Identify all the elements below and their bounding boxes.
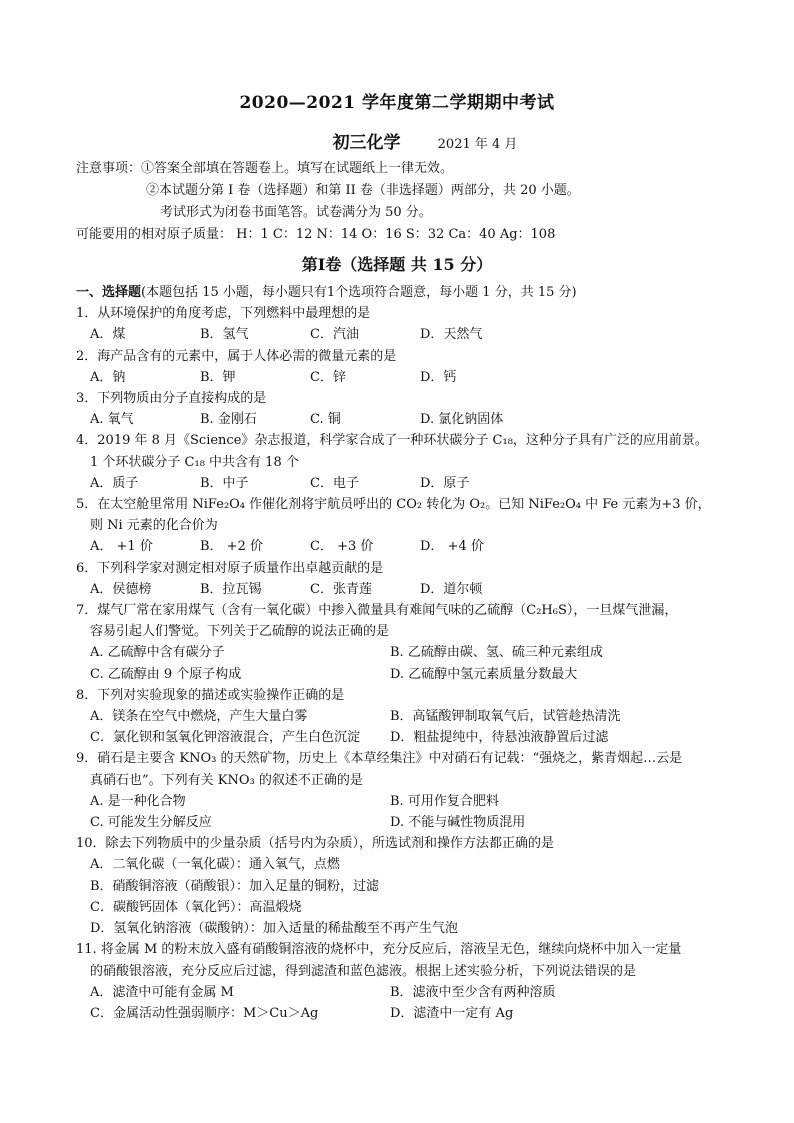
question-item xyxy=(76,430,736,494)
answer-option: D．氢氧化钠溶液（碳酸钠）：加入适量的稀盐酸至不再产生气泡 xyxy=(90,921,458,937)
question-item xyxy=(76,833,736,939)
answer-option: D．滤渣中一定有 Ag xyxy=(390,1005,514,1021)
question-stem-continued: 容易引起人们警觉。下列关于乙硫醇的说法正确的是 xyxy=(90,624,390,640)
answer-option: D. 不能与碱性物质混用 xyxy=(390,815,526,831)
atomic-mass-line: 可能要用的相对原子质量： H：1 C：12 N：14 O：16 S：32 Ca：40 Ag：108 xyxy=(76,227,556,242)
question-item xyxy=(76,748,736,833)
option-row xyxy=(76,918,736,939)
option-row xyxy=(76,706,736,727)
answer-option: A. 是一种化合物 xyxy=(90,793,186,809)
answer-option: A． +1 价 xyxy=(90,539,153,555)
note-line: 考试形式为闭卷书面笔答。试卷满分为 50 分。 xyxy=(160,205,432,220)
section-intro xyxy=(76,282,736,303)
option-row xyxy=(76,982,736,1003)
option-row xyxy=(76,473,736,494)
option-row xyxy=(76,536,736,557)
question-item xyxy=(76,600,736,685)
answer-option: A. 乙硫醇中含有碳分子 xyxy=(90,645,225,661)
answer-option: D．原子 xyxy=(420,475,470,491)
question-list xyxy=(76,282,736,1024)
question-item xyxy=(76,558,736,600)
answer-option: B. 金刚石 xyxy=(200,412,257,428)
answer-option: A．质子 xyxy=(90,475,139,491)
option-row xyxy=(76,367,736,388)
option-row xyxy=(76,727,736,748)
option-row xyxy=(76,409,736,430)
exam-subtitle xyxy=(0,128,794,153)
answer-option: B. 乙硫醇由碳、氢、硫三种元素组成 xyxy=(390,645,603,661)
question-item xyxy=(76,388,736,430)
section-intro-lead: 一、选择题 xyxy=(76,285,142,300)
question-item xyxy=(76,494,736,558)
answer-option: C．张青莲 xyxy=(310,581,372,597)
option-row xyxy=(76,876,736,897)
note-line: 注意事项：①答案全部填在答题卷上。填写在试题纸上一律无效。 xyxy=(76,161,454,176)
question-stem: 2．海产品含有的元素中，属于人体必需的微量元素的是 xyxy=(76,348,397,364)
option-row xyxy=(76,854,736,875)
answer-option: D. 氯化钠固体 xyxy=(420,412,504,428)
section-intro-text: (本题包括 15 小题，每小题只有1个选项符合题意，每小题 1 分，共 15 分) xyxy=(141,285,577,300)
option-row xyxy=(76,791,736,812)
question-stem: 6．下列科学家对测定相对原子质量作出卓越贡献的是 xyxy=(76,560,384,576)
answer-option: D．天然气 xyxy=(420,327,483,343)
answer-option: A．侯德榜 xyxy=(90,581,152,597)
answer-option: B．硝酸铜溶液（硝酸银）：加入足量的铜粉，过滤 xyxy=(90,878,380,894)
note-line: ②本试题分第 I 卷（选择题）和第 II 卷（非选择题）两部分，共 20 小题。 xyxy=(146,183,580,198)
question-item xyxy=(76,303,736,345)
option-row xyxy=(76,1003,736,1024)
answer-option: B. 可用作复合肥料 xyxy=(390,793,499,809)
answer-option: C． +3 价 xyxy=(310,539,374,555)
answer-option: A．滤渣中可能有金属 M xyxy=(90,984,234,1000)
answer-option: B． +2 价 xyxy=(200,539,263,555)
option-row xyxy=(76,812,736,833)
question-stem-continued: 则 Ni 元素的化合价为 xyxy=(90,518,218,534)
question-stem: 10．除去下列物质中的少量杂质（括号内为杂质），所选试剂和操作方法都正确的是 xyxy=(76,836,555,852)
answer-option: B．氢气 xyxy=(200,327,249,343)
answer-option: D．粗盐提纯中，待悬浊液静置后过滤 xyxy=(390,730,609,746)
option-row xyxy=(76,579,736,600)
answer-option: A．钠 xyxy=(90,369,126,385)
answer-option: C. 乙硫醇由 9 个原子构成 xyxy=(90,666,242,682)
answer-option: A. 氧气 xyxy=(90,412,134,428)
subject-label: 初三化学 xyxy=(332,133,401,153)
question-item xyxy=(76,346,736,388)
answer-option: D. 乙硫醇中氢元素质量分数最大 xyxy=(390,666,578,682)
question-stem: 7．煤气厂常在家用煤气（含有一氧化碳）中掺入微量具有难闻气味的乙硫醇（C₂H₆S），一旦煤气泄漏， xyxy=(76,603,678,619)
answer-option: C．氯化钡和氢氧化钾溶液混合，产生白色沉淀 xyxy=(90,730,360,746)
option-row xyxy=(76,642,736,663)
question-stem: 3．下列物质由分子直接构成的是 xyxy=(76,391,267,407)
question-stem-continued: 真硝石也”。下列有关 KNO₃ 的叙述不正确的是 xyxy=(90,772,363,788)
answer-option: D．钙 xyxy=(420,369,457,385)
question-stem: 11. 将金属 M 的粉末放入盛有硝酸铜溶液的烧杯中，充分反应后，溶液呈无色，继续向烧杯中加入一定量 xyxy=(76,942,682,958)
option-row xyxy=(76,664,736,685)
exam-title: 2020—2021 学年度第二学期期中考试 xyxy=(239,93,555,113)
answer-option: B．中子 xyxy=(200,475,249,491)
answer-option: C. 可能发生分解反应 xyxy=(90,815,212,831)
question-stem: 9．硝石是主要含 KNO₃ 的天然矿物，历史上《本草经集注》中对硝石有记载：“强烧之，紫青烟起…云是 xyxy=(76,751,683,767)
answer-option: A．镁条在空气中燃烧，产生大量白雾 xyxy=(90,709,308,725)
answer-option: A．煤 xyxy=(90,327,126,343)
question-stem: 8．下列对实验现象的描述或实验操作正确的是 xyxy=(76,687,345,703)
question-item xyxy=(76,939,736,1024)
option-row xyxy=(76,324,736,345)
question-stem: 4．2019 年 8 月《Science》杂志报道，科学家合成了一种环状碳分子 C₁₈，这种分子具有广泛的应用前景。 xyxy=(76,433,708,449)
answer-option: A．二氧化碳（一氧化碳）：通入氧气，点燃 xyxy=(90,857,340,873)
question-stem: 1．从环境保护的角度考虑，下列燃料中最理想的是 xyxy=(76,306,371,322)
answer-option: C．电子 xyxy=(310,475,359,491)
answer-option: C. 铜 xyxy=(310,412,341,428)
question-item xyxy=(76,685,736,749)
answer-option: B．高锰酸钾制取氧气后，试管趁热清洗 xyxy=(390,709,621,725)
option-row xyxy=(76,897,736,918)
answer-option: C．碳酸钙固体（氧化钙）：高温煅烧 xyxy=(90,899,302,915)
question-stem: 5．在太空舱里常用 NiFe₂O₄ 作催化剂将宇航员呼出的 CO₂ 转化为 O₂。已知 NiFe₂O₄ 中 Fe 元素为+3 价， xyxy=(76,497,711,513)
answer-option: C．锌 xyxy=(310,369,346,385)
section-title: 第Ⅰ卷（选择题 共 15 分） xyxy=(301,255,493,274)
answer-option: B．滤液中至少含有两种溶质 xyxy=(390,984,556,1000)
answer-option: D．道尔顿 xyxy=(420,581,483,597)
answer-option: C．金属活动性强弱顺序：M＞Cu＞Ag xyxy=(90,1005,319,1021)
exam-date: 2021 年 4 月 xyxy=(437,137,518,152)
answer-option: D． +4 价 xyxy=(420,539,484,555)
answer-option: B．钾 xyxy=(200,369,236,385)
question-stem-continued: 的硝酸银溶液，充分反应后过滤，得到滤渣和蓝色滤液。根据上述实验分析，下列说法错误的是 xyxy=(90,963,637,979)
exam-notes xyxy=(76,158,736,246)
question-stem-continued: 1 个环状碳分子 C₁₈ 中共含有 18 个 xyxy=(90,454,299,470)
answer-option: C．汽油 xyxy=(310,327,359,343)
answer-option: B．拉瓦锡 xyxy=(200,581,262,597)
